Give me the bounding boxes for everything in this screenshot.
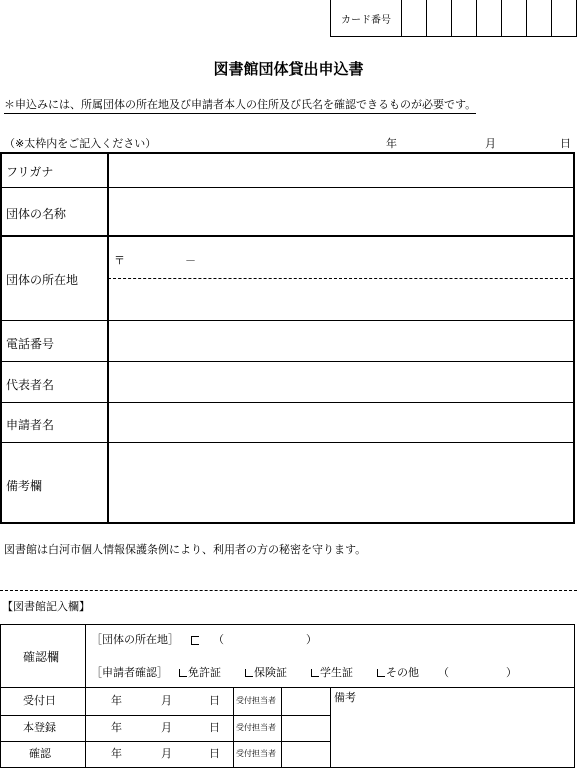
card-digit-cell[interactable]: [402, 0, 427, 36]
month-label: 月: [161, 721, 172, 734]
month-label: 月: [161, 694, 172, 707]
postal-mark: 〒: [114, 254, 125, 267]
representative-row[interactable]: [2, 362, 573, 403]
day-label: 日: [209, 747, 220, 760]
application-form: [0, 152, 575, 524]
card-digit-cell[interactable]: [527, 0, 552, 36]
checkbox-icon: [311, 669, 319, 677]
other-option[interactable]: その他: [377, 666, 419, 680]
open-paren: （: [213, 633, 224, 646]
student-option[interactable]: 学生証: [311, 666, 353, 680]
license-option[interactable]: 免許証: [179, 666, 221, 680]
form-divider: [107, 154, 109, 522]
phone-row[interactable]: [2, 321, 573, 362]
other-open-paren: （: [438, 666, 449, 679]
cut-line: [0, 590, 577, 591]
month-label: 月: [161, 747, 172, 760]
representative-label: 代表者名: [6, 378, 55, 392]
date-month-label: 月: [485, 137, 496, 150]
card-digit-cell[interactable]: [427, 0, 452, 36]
furigana-row[interactable]: [2, 154, 573, 188]
office-remarks-label: 備考: [334, 691, 356, 704]
reception-date-label: 受付日: [23, 694, 56, 707]
grid-line: [233, 687, 234, 767]
address-dash-line: [108, 278, 573, 279]
notice-text: ＊申込みには、所属団体の所在地及び申請者本人の住所及び氏名を確認できるものが必要です。: [4, 96, 476, 114]
insurance-option[interactable]: 保険証: [245, 666, 287, 680]
postal-dash: －: [185, 254, 196, 267]
group-address-check-label: ［団体の所在地］: [91, 633, 179, 646]
applicant-label: 申請者名: [6, 418, 55, 432]
card-number-label: カード番号: [331, 0, 402, 36]
address-label: 団体の所在地: [6, 273, 79, 287]
card-number-box: [330, 0, 577, 37]
applicant-confirm-label: ［申請者確認］: [91, 666, 168, 679]
confirm-label: 確認欄: [23, 650, 60, 664]
year-label: 年: [111, 747, 122, 760]
checkbox-icon: [377, 669, 385, 677]
year-label: 年: [111, 694, 122, 707]
address-row[interactable]: [2, 237, 573, 321]
grid-line: [330, 687, 331, 767]
date-day-label: 日: [560, 137, 571, 150]
date-year-label: 年: [386, 137, 397, 150]
day-label: 日: [209, 721, 220, 734]
remarks-row[interactable]: [2, 443, 573, 524]
group-name-label: 団体の名称: [6, 207, 67, 221]
grid-line: [281, 687, 282, 767]
confirm-row-label: 確認: [29, 747, 51, 760]
group-address-checkbox[interactable]: [191, 633, 200, 647]
office-use-table: [0, 624, 575, 768]
staff-label: 受付担当者: [236, 749, 276, 758]
card-digit-cell[interactable]: [477, 0, 502, 36]
group-name-row[interactable]: [2, 188, 573, 237]
staff-label: 受付担当者: [236, 723, 276, 732]
registration-label: 本登録: [23, 721, 56, 734]
card-digit-cell[interactable]: [502, 0, 527, 36]
privacy-text: 図書館は白河市個人情報保護条例により、利用者の方の秘密を守ります。: [4, 543, 367, 556]
furigana-label: フリガナ: [6, 165, 54, 179]
card-digit-cell[interactable]: [552, 0, 576, 36]
year-label: 年: [111, 721, 122, 734]
instruction-text: （※太枠内をご記入ください）: [4, 137, 157, 150]
form-title: 図書館団体貸出申込書: [213, 60, 364, 78]
grid-line: [1, 687, 574, 688]
close-paren: ）: [306, 633, 317, 646]
applicant-row[interactable]: [2, 403, 573, 443]
checkbox-icon: [179, 669, 187, 677]
grid-line: [85, 625, 86, 767]
card-digit-cell[interactable]: [452, 0, 477, 36]
checkbox-icon: [245, 669, 253, 677]
day-label: 日: [209, 694, 220, 707]
staff-label: 受付担当者: [236, 696, 276, 705]
phone-label: 電話番号: [6, 337, 55, 351]
office-heading: 【図書館記入欄】: [2, 600, 90, 613]
remarks-label: 備考欄: [6, 479, 43, 493]
other-close-paren: ）: [506, 666, 517, 679]
